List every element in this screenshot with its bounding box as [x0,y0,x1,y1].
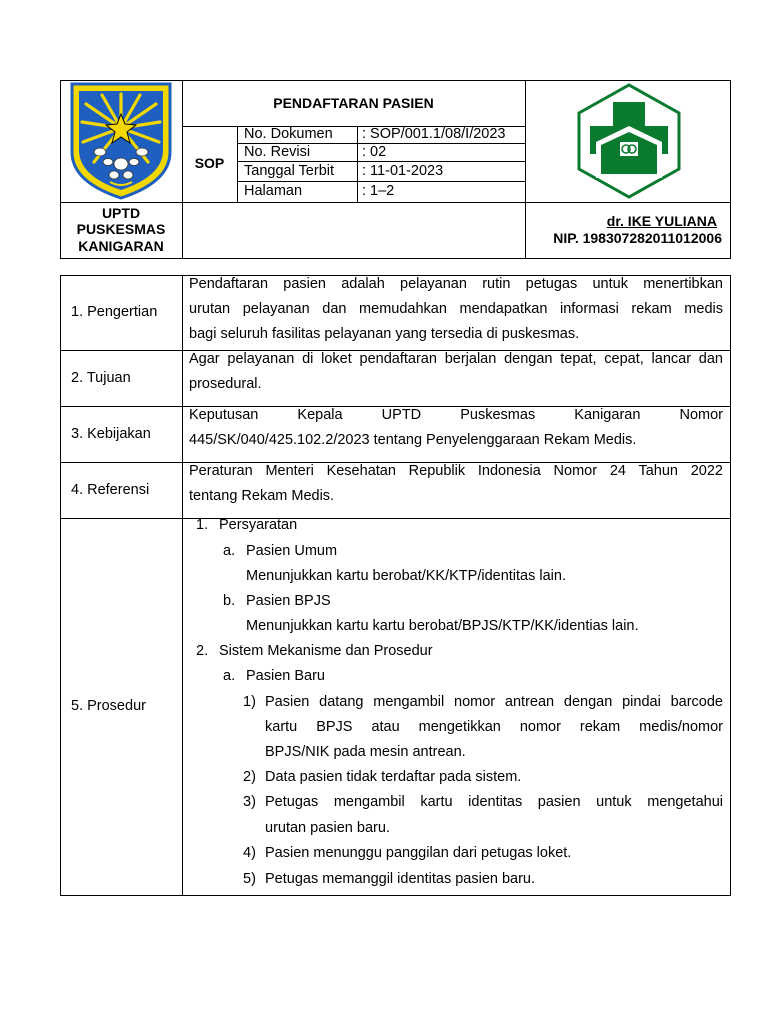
field-value-no-dokumen: : SOP/001.1/08/I/2023 [362,126,506,142]
section-text-kebijakan [189,403,723,453]
field-label-halaman: Halaman [244,183,303,199]
text-line: bagi seluruh fasilitas pelayanan yang tersedia di puskesmas. [189,326,580,342]
document-title: PENDAFTARAN PASIEN [273,95,434,111]
org-name-line-3: KANIGARAN [78,238,164,254]
list-marker: 2) [243,769,256,785]
sop-label: SOP [194,155,225,171]
text-line: urutan pelayanan dan memudahkan mendapatkan informasi rekam medis [189,301,723,317]
list-item: Pasien menunggu panggilan dari petugas loket. [265,845,572,861]
text-line: tentang Rekam Medis. [189,488,335,504]
list-item: Pasien BPJS [246,593,331,609]
section-label-kebijakan: 3. Kebijakan [71,426,151,442]
list-item: BPJS/NIK pada mesin antrean. [265,744,466,760]
org-name-line-1: UPTD [101,205,141,221]
list-marker: b. [223,593,236,609]
section-text-tujuan [189,347,723,397]
list-item: Pasien datang mengambil nomor antrean dengan pindai barcode [265,694,723,710]
list-item: urutan pasien baru. [265,820,390,836]
regional-crest-icon [70,82,172,200]
field-label-no-revisi: No. Revisi [244,144,311,160]
list-marker: 1. [196,517,209,533]
list-item: Persyaratan [219,517,298,533]
list-item: Petugas mengambil kartu identitas pasien untuk mengetahui [265,794,723,810]
field-value-tanggal-terbit: : 11-01-2023 [362,163,444,179]
org-name-line-2: PUSKESMAS [76,221,166,237]
list-marker: a. [223,543,236,559]
signer-nip: NIP. 198307282011012006 [553,230,722,246]
list-item: Menunjukkan kartu berobat/KK/KTP/identitas lain. [246,568,566,584]
list-item: Data pasien tidak terdaftar pada sistem. [265,769,522,785]
list-marker: 5) [243,871,256,887]
list-marker: 4) [243,845,256,861]
list-item: Menunjukkan kartu kartu berobat/BPJS/KTP/KK/identias lain. [246,618,639,634]
list-marker: a. [223,668,236,684]
section-text-pengertian [189,272,723,347]
section-label-prosedur: 5. Prosedur [71,698,146,714]
field-label-tanggal-terbit: Tanggal Terbit [244,163,335,179]
text-line: Pendaftaran pasien adalah pelayanan rutin petugas untuk menertibkan [189,276,723,292]
text-line: Peraturan Menteri Kesehatan Republik Indonesia Nomor 24 Tahun 2022 [189,463,723,479]
section-label-referensi: 4. Referensi [71,482,150,498]
list-item: kartu BPJS atau mengetikkan nomor rekam medis/nomor [265,719,723,735]
text-line: Agar pelayanan di loket pendaftaran berjalan dengan tepat, cepat, lancar dan [189,351,723,367]
section-label-tujuan: 2. Tujuan [71,370,131,386]
list-item: Pasien Baru [246,668,325,684]
list-item: Pasien Umum [246,543,338,559]
section-label-pengertian: 1. Pengertian [71,304,158,320]
section-text-referensi [189,459,723,509]
field-value-no-revisi: : 02 [362,144,387,160]
puskesmas-logo-icon [574,82,684,200]
list-marker: 2. [196,643,209,659]
text-line: 445/SK/040/425.102.2/2023 tentang Penyelenggaraan Rekam Medis. [189,432,637,448]
list-marker: 1) [243,694,256,710]
list-marker: 3) [243,794,256,810]
text-line: prosedural. [189,376,262,392]
field-value-halaman: : 1–2 [362,183,395,199]
signer-name: dr. IKE YULIANA [606,213,717,229]
text-line: Keputusan Kepala UPTD Puskesmas Kanigaran Nomor [189,407,723,423]
field-label-no-dokumen: No. Dokumen [244,126,333,142]
list-item: Sistem Mekanisme dan Prosedur [219,643,433,659]
list-item: Petugas memanggil identitas pasien baru. [265,871,536,887]
